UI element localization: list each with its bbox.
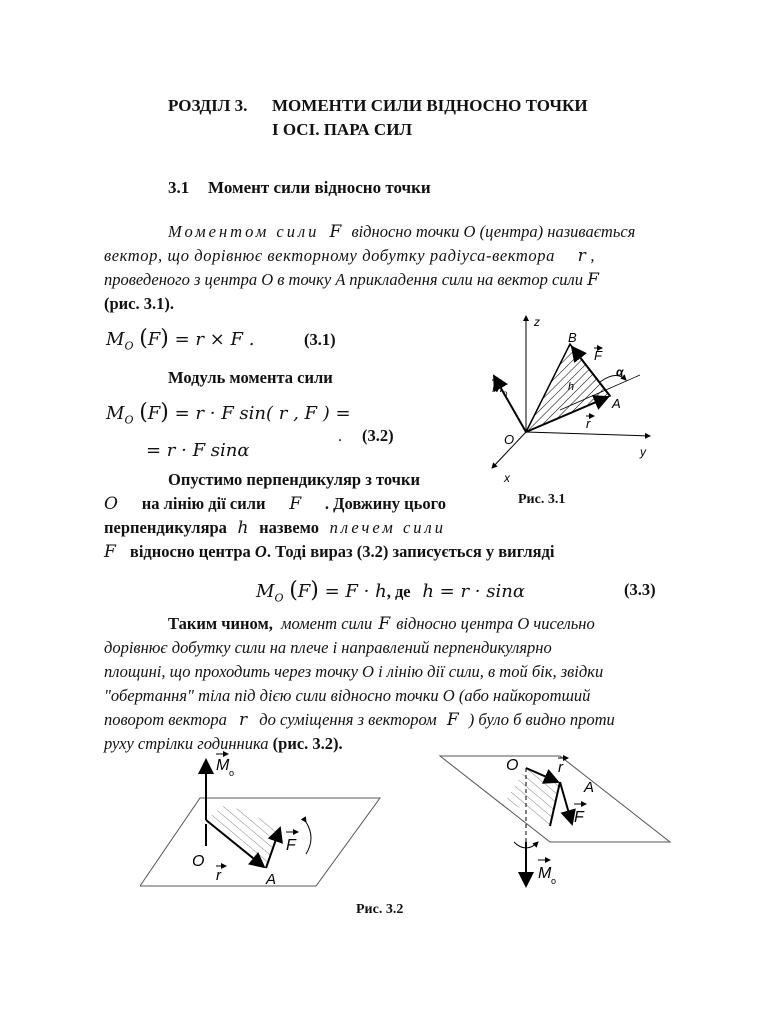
eq-rhs: = F · h	[324, 581, 387, 602]
equation-3-2-line1: $M_O$ (F) = r · F sin( r , F ) =	[106, 400, 351, 427]
section-number: 3.1	[168, 178, 190, 197]
label-M-sub-left: o	[229, 768, 235, 778]
figure-3-1-caption: Рис. 3.1	[518, 492, 566, 507]
eq-arg: F	[297, 581, 311, 602]
text-span: момент сили	[280, 614, 373, 633]
section-title: Момент сили відносно точки	[208, 178, 431, 197]
var-F: F	[104, 542, 116, 562]
text-span: . Довжину цього	[324, 494, 446, 513]
label-alpha: α	[616, 365, 624, 379]
eq-symbol-M: M	[106, 329, 125, 350]
chapter-title-line1: МОМЕНТИ СИЛИ ВІДНОСНО ТОЧКИ	[272, 96, 588, 115]
text-span: до суміщення з вектором	[259, 710, 437, 729]
para3-line3: площині, що проходить через точку O і лінію дії сили, в той бік, звідки	[104, 662, 604, 681]
text-span: . Тоді вираз (3.2) записується у вигляді	[266, 542, 555, 561]
figure-3-2-left	[140, 754, 380, 888]
var-F: F	[587, 270, 599, 290]
label-A-left: A	[266, 871, 277, 888]
label-M: M	[492, 380, 503, 395]
label-y: y	[640, 445, 646, 459]
label-F: F	[594, 348, 602, 363]
term-arm: плечем сили	[329, 518, 446, 537]
equation-3-2-line2: = r · F sinα	[146, 440, 250, 461]
area-left	[206, 804, 278, 868]
label-F-left: F	[286, 837, 296, 854]
vector-F-right	[560, 782, 572, 824]
text-span: поворот вектора	[104, 710, 227, 729]
eq-rhs: = r × F .	[174, 329, 255, 350]
para3-line4: "обертання" тіла під дією сили відносно точки O (або найкоротший	[104, 686, 591, 705]
label-M-sub-right: o	[551, 876, 557, 886]
chapter-title-line2: І ОСІ. ПАРА СИЛ	[272, 120, 413, 139]
figure-3-1	[470, 310, 670, 490]
equation-number-3-1: (3.1)	[304, 330, 336, 349]
var-r: r	[577, 246, 587, 266]
label-A-right: A	[584, 779, 595, 796]
eq-subscript: O	[274, 591, 284, 605]
eq-arg: F	[147, 329, 161, 350]
figure-reference: (рис. 3.2).	[272, 734, 343, 753]
label-r: r	[586, 416, 591, 431]
figure-reference: (рис. 3.1).	[104, 294, 174, 313]
eq-rhs: = r · F sin( r , F ) =	[174, 403, 351, 424]
text-span: перпендикуляра	[104, 518, 227, 537]
var-F: F	[289, 494, 302, 514]
eq-subscript: O	[124, 413, 134, 427]
equation-dot: .	[338, 428, 342, 445]
label-x: x	[504, 471, 510, 485]
eq-subscript: O	[124, 339, 134, 353]
text-span: проведеного з центра O в точку A прикладення сили на вектор сили	[104, 270, 583, 289]
eq-where: , де	[386, 582, 411, 601]
label-O-left: O	[192, 853, 205, 870]
eq-symbol-M: M	[256, 581, 275, 602]
paragraph-conclusion	[104, 612, 664, 756]
modulus-label: Модуль момента сили	[168, 368, 333, 387]
label-r-left: r	[216, 867, 221, 884]
text-span: на лінію дії сили	[141, 494, 266, 513]
para2-line4	[104, 540, 554, 564]
label-M-sub: o	[503, 389, 508, 398]
label-h: h	[568, 381, 575, 393]
label-M-left: M	[216, 757, 230, 774]
text-span: руху стрілки годинника	[104, 734, 269, 753]
var-F: F	[446, 710, 459, 730]
para2-line2	[104, 492, 446, 516]
text-span: відносно точки O (центра) називається	[351, 222, 636, 241]
figure-3-2-right	[440, 756, 670, 886]
label-A: A	[612, 396, 621, 411]
label-O-right: O	[506, 757, 519, 774]
var-r: r	[239, 710, 248, 730]
text-span: ,	[590, 246, 596, 265]
lead-text: Таким чином,	[168, 614, 273, 633]
label-z: z	[534, 315, 540, 329]
label-F-right: F	[574, 809, 584, 826]
var-O: O	[254, 542, 267, 561]
paragraph-definition	[104, 220, 664, 316]
text-span: відносно центра	[129, 542, 251, 561]
var-F: F	[329, 222, 342, 242]
equation-3-1: $M_O$ (F) = r × F .	[106, 326, 255, 353]
figure-3-2	[140, 746, 680, 906]
label-B: B	[568, 330, 577, 345]
text-span: відносно центра O чисельно	[396, 614, 595, 633]
label-M-right: M	[538, 865, 552, 882]
var-F: F	[378, 614, 391, 634]
eq-symbol-M: M	[106, 403, 125, 424]
para2-line3	[104, 516, 446, 540]
equation-number-3-2: (3.2)	[362, 426, 394, 445]
text-span: ) було б видно проти	[468, 710, 615, 729]
para3-line2: дорівнює добутку сили на плече і направлений перпендикулярно	[104, 638, 552, 657]
term-moment: Моментом сили	[168, 222, 320, 241]
para2-line1: Опустимо перпендикуляр з точки	[168, 470, 420, 489]
eq-h: h = r · sinα	[422, 581, 525, 602]
var-h: h	[237, 518, 249, 538]
eq-arg: F	[147, 403, 161, 424]
text-span: назвемо	[259, 518, 319, 537]
figure-3-2-caption: Рис. 3.2	[356, 902, 404, 917]
var-O: O	[104, 494, 118, 514]
chapter-label: РОЗДІЛ 3.	[168, 96, 248, 115]
label-r-right: r	[558, 759, 563, 776]
rotation-arrow-left	[306, 822, 311, 854]
equation-3-3: $M_O$ (F) = F · h, де h = r · sinα	[256, 578, 525, 605]
text-span: вектор, що дорівнює векторному добутку радіуса-вектора	[104, 246, 555, 265]
equation-number-3-3: (3.3)	[624, 580, 656, 599]
label-O: O	[504, 432, 515, 447]
axis-y	[526, 432, 650, 436]
